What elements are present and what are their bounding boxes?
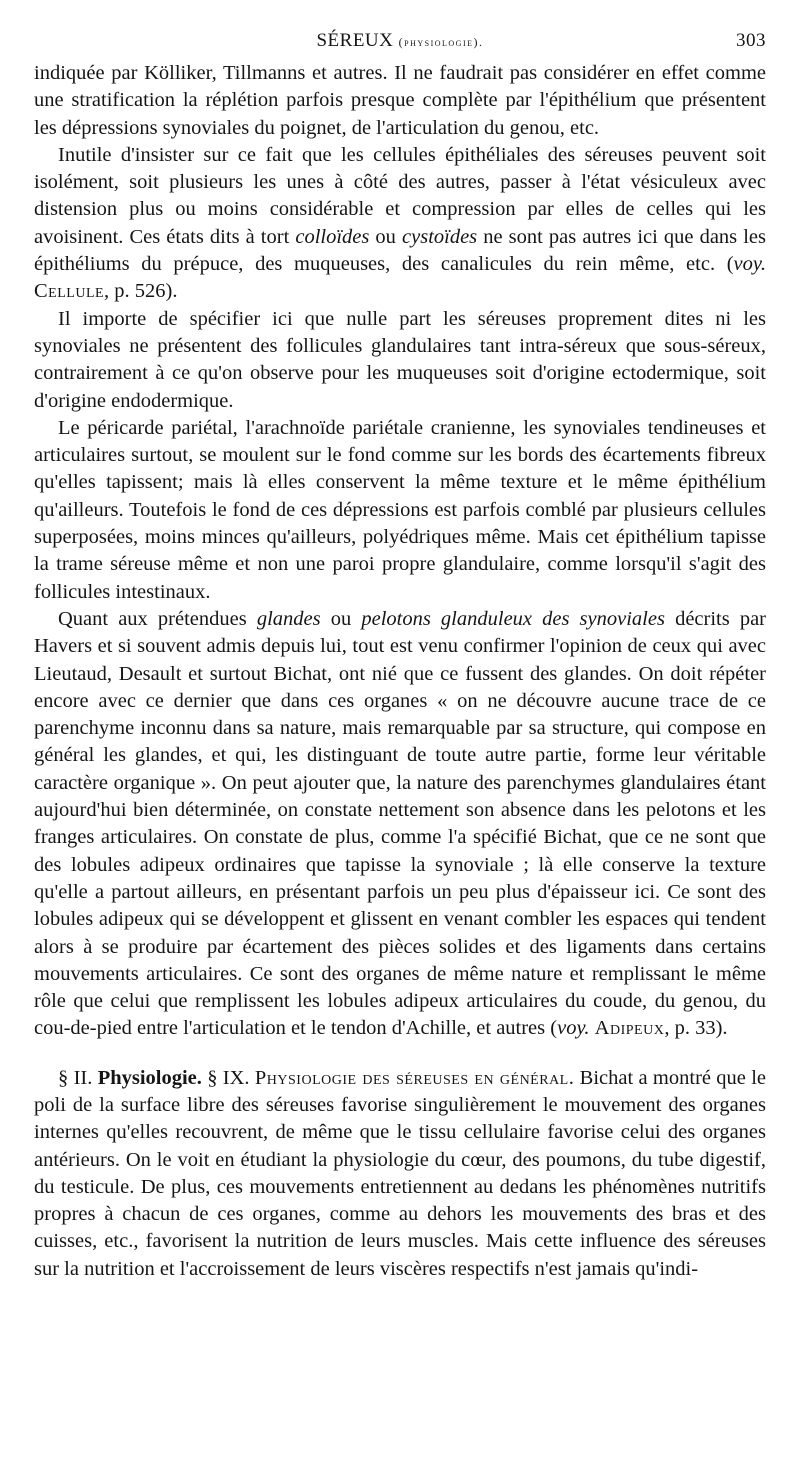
text-run: Bichat a montré que le poli de la surface libre des séreuses favorise singulièrement le mouvement des organes internes qu'elles recouvrent, de même que le tissu cellulaire favorise celui des organes antérieurs. On le voit en étudiant la physiologie du cœur, des poumons, du tube digestif, du testicule. De plus, ces mouvements entretiennent au dedans les phénomènes nutritifs propres à chacun de ces organes, comme au dehors les mouvements des bras et des cuisses, etc., favorisent la nutrition de leurs muscles. Mais cette influence des séreuses sur la nutrition et l'accroissement de leurs viscères respectifs n'est jamais qu'indi-: [34, 1066, 767, 1280]
italic-term: colloïdes: [295, 225, 370, 248]
running-header: [34, 30, 766, 58]
italic-term: voy.: [733, 253, 766, 276]
paragraph-continuation: indiquée par Kölliker, Tillmanns et autres. Il ne faudrait pas considérer en effet comme une stratification la réplétion parfois presque complète par l'épithélium que présentent les dépressions synoviales du poignet, de l'articulation du genou, etc.: [34, 62, 766, 139]
text-run: Inutile d'insister sur ce fait que les cellules épithéliales des séreuses peuvent soit isolément, soit plusieurs les unes à côté des autres, passer à l'état vésiculeux avec distension plus ou moins considérable et compression par elles de celles qui les avoisinent. Ces états dits à tort: [34, 143, 766, 248]
italic-term: voy.: [557, 1017, 590, 1040]
running-title-main: SÉREUX: [316, 30, 394, 51]
paragraph-physiology-section: [34, 1065, 766, 1283]
subsection-heading: Physiologie des séreuses en général.: [254, 1066, 575, 1089]
text-run: ou: [320, 607, 362, 630]
italic-term: pelotons glanduleux des synoviales: [361, 607, 665, 630]
body-text: [34, 60, 766, 1283]
section-marker: § II.: [58, 1066, 93, 1089]
text-run: décrits par Havers et si souvent admis depuis lui, tout est venu confirmer l'opinion de ceux qui avec Lieutaud, Desault et surtout Bichat, ont nié que ce fussent des glandes. On doit répéter encore avec ce dernier que dans ces organes « on ne découvre aucune trace de ce parenchyme inconnu dans sa nature, mais remarquable par sa structure, qui compose en général les glandes, et qui, les distinguant de toute autre partie, forme leur véritable caractère organique ». On peut ajouter que, la nature des parenchymes glandulaires étant aujourd'hui bien déterminée, on constate nettement son absence dans les pelotons et les franges articulaires. On constate de plus, comme l'a spécifié Bichat, que ce ne sont que des lobules adipeux ordinaires que tapisse la synoviale ; là elle conserve la texture qu'elle a partout ailleurs, en présentant parfois un peu plus d'épaisseur ici. Ce sont des lobules adipeux qui se développent et glissent en venant combler les espaces qui tendent alors à se produire par écartement des pièces solides et des ligaments dans certains mouvements articulaires. Ce sont des organes de même nature et remplissant le même rôle que celui que remplissent les lobules adipeux articulaires du coude, du genou, du cou-de-pied entre l'articulation et le tendon d'Achille, et autres (: [34, 607, 767, 1040]
paragraph-synovial-glands: [34, 606, 766, 1043]
text-run: , p. 33).: [664, 1017, 728, 1040]
paragraph-epithelial-cells: [34, 142, 766, 306]
text-run: ne sont pas autres ici que dans les épithéliums du prépuce, des muqueuses, des canalicules du rein même, etc. (: [34, 225, 767, 276]
text-run: Quant aux prétendues: [58, 607, 257, 630]
text-run: , p. 526).: [104, 280, 178, 303]
running-title-subject: (physiologie).: [398, 35, 484, 49]
section-marker: § IX.: [207, 1066, 250, 1089]
running-title: [34, 30, 766, 52]
italic-term: glandes: [256, 607, 321, 630]
text-run: ou: [369, 225, 403, 248]
section-heading: Physiologie.: [97, 1066, 202, 1089]
cross-reference: Adipeux: [594, 1017, 665, 1040]
page-number: 303: [736, 30, 766, 51]
cross-reference: Cellule: [34, 280, 105, 303]
paragraph-pericardium: Le péricarde pariétal, l'arachnoïde pariétale cranienne, les synoviales tendineuses et articulaires surtout, se moulent sur le fond comme sur les bords des écartements fibreux qu'elles tapissent; mais là elles conservent la même texture et le même épithélium qu'ailleurs. Toutefois le fond de ces dépressions est parfois comblé par plusieurs cellules superposées, moins minces qu'ailleurs, polyédriques même. Mais cet épithélium tapisse la trame séreuse même et non une paroi propre glandulaire, comme lorsqu'il s'agit des follicules intestinaux.: [34, 416, 766, 603]
italic-term: cystoïdes: [402, 225, 478, 248]
paragraph-follicles: Il importe de spécifier ici que nulle part les séreuses proprement dites ni les synoviales ne présentent des follicules glandulaires tant intra-séreux que sous-séreux, contrairement à ce qu'on observe pour les muqueuses soit d'origine ectodermique, soit d'origine endodermique.: [34, 307, 766, 412]
